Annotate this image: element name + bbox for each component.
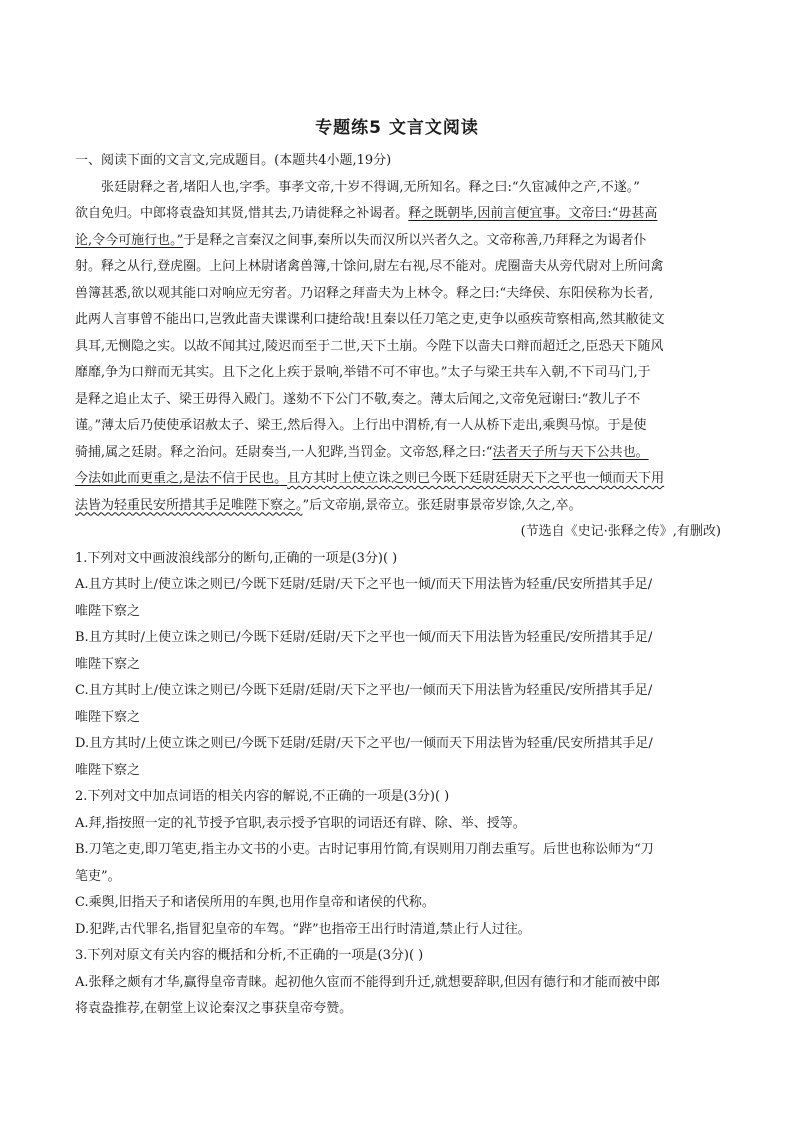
passage-text: ”后文帝崩,景帝立。张廷尉事景帝岁馀,久之,卒。 — [302, 497, 582, 513]
question-1 — [75, 546, 721, 785]
option-a-cont: 唯陛下察之 — [75, 603, 141, 619]
passage-line: 射。释之从行,登虎圈。上问上林尉诸禽兽簿,十馀问,尉左右视,尽不能对。虎圈啬夫从旁代尉对上所问禽 — [75, 259, 664, 274]
page-title: 专题练5 文言文阅读 — [315, 118, 479, 138]
passage-line: 谨。”薄太后乃使使承诏赦太子、梁王,然后得入。上行出中渭桥,有一人从桥下走出,乘舆马惊。于是使 — [75, 418, 647, 433]
passage-line: 具耳,无恻隐之实。以故不闻其过,陵迟而至于二世,天下土崩。今陛下以啬夫口辩而超迁之,臣恐天下随风 — [75, 338, 664, 354]
passage-line: 兽簿甚悉,欲以观其能口对响应无穷者。乃诏释之拜啬夫为上林令。释之曰:“夫绛侯、东阳侯称为长者, — [75, 285, 654, 301]
passage-text: 于是释之言秦汉之间事,秦所以失而汉所以兴者久之。文帝称善,乃拜释之为谒者仆 — [183, 232, 647, 248]
option-a: A.张释之颇有才华,赢得皇帝青睐。起初他久宦而不能得到升迁,就想要辞职,但因有德行和才能而被中郎 — [75, 974, 660, 990]
option-c-cont: 唯陛下察之 — [75, 709, 141, 725]
option-d: D.犯跸,古代罪名,指冒犯皇帝的车驾。“跸”也指帝王出行时清道,禁止行人过往。 — [75, 921, 531, 937]
option-b: B.刀笔之吏,即刀笔吏,指主办文书的小吏。古时记事用竹简,有误则用刀削去重写。后世也称讼师为“刀 — [75, 842, 654, 857]
passage-text: 欲自免归。中郎将袁盎知其贤,惜其去,乃请徙释之补谒者。 — [75, 206, 409, 221]
document-body — [75, 148, 721, 1023]
passage-line — [75, 175, 721, 202]
option-b-cont: 唯陛下察之 — [75, 656, 141, 672]
section-heading: 一、阅读下面的文言文,完成题目。(本题共4小题,19分) — [75, 153, 392, 168]
underlined-text: 今法如此而更重之,是法不信于民也。 — [75, 471, 288, 486]
passage-source: (节选自《史记·张释之传》,有删改) — [520, 524, 721, 539]
underlined-text: 释之既朝毕,因前言便宜事。文帝曰:“毋甚高 — [408, 206, 658, 221]
passage-line — [75, 228, 721, 255]
question-3 — [75, 943, 721, 1023]
question-2 — [75, 784, 721, 943]
question-stem: 2.下列对文中加点词语的相关内容的解说,不正确的一项是(3分)( ) — [75, 789, 450, 804]
option-c: C.乘舆,旧指天子和诸侯所用的车舆,也用作皇帝和诸侯的代称。 — [75, 895, 435, 910]
passage-text: 张廷尉释之者,堵阳人也,字季。事孝文帝,十岁不得调,无所知名。释之曰:“久宦减仲之产,不遂。” — [101, 179, 640, 195]
option-b-cont: 笔吏”。 — [75, 868, 121, 884]
question-stem: 3.下列对原文有关内容的概括和分析,不正确的一项是(3分)( ) — [75, 948, 424, 963]
option-b: B.且方其时/上使立诛之则已/今既下廷尉/廷尉/天下之平也一倾/而天下用法皆为轻重民/安所措其手足/ — [75, 630, 653, 645]
passage-line — [75, 493, 721, 520]
wavy-underlined-text: 法皆为轻重民安所措其手足唯陛下察之。 — [75, 497, 303, 513]
option-d: D.且方其时/上使立诛之则已/今既下廷尉/廷尉/天下之平也/一倾而天下用法皆为轻重/民安所措其手足/ — [75, 736, 653, 751]
passage-line — [75, 466, 721, 493]
option-a: A.且方其时上/使立诛之则已/今既下廷尉/廷尉/天下之平也一倾/而天下用法皆为轻重/民安所措其手足/ — [75, 577, 653, 592]
option-a-cont: 将袁盎推荐,在朝堂上议论秦汉之事获皇帝夸赞。 — [75, 1001, 353, 1016]
question-stem: 1.下列对文中画波浪线部分的断句,正确的一项是(3分)( ) — [75, 550, 398, 566]
wavy-underlined-text: 且方其时上使立诛之则已今既下廷尉廷尉天下之平也一倾而天下用 — [287, 471, 665, 486]
option-c: C.且方其时上/使立诛之则已/今既下廷尉/廷尉/天下之平也/一倾而天下用法皆为轻重民/安所措其手足/ — [75, 683, 653, 698]
passage-line: 是释之追止太子、梁王毋得入殿门。遂劾不下公门不敬,奏之。薄太后闻之,文帝免冠谢曰:“教儿子不 — [75, 391, 641, 407]
underlined-text: 法者天子所与天下公共也。 — [492, 444, 649, 460]
option-a: A.拜,指按照一定的礼节授予官职,表示授予官职的词语还有辟、除、举、授等。 — [75, 815, 526, 831]
passage-line: 靡靡,争为口辩而无其实。且下之化上疾于景响,举错不可不审也。”太子与梁王共车入朝,不下司马门,于 — [75, 365, 651, 380]
option-d-cont: 唯陛下察之 — [75, 762, 141, 778]
passage-line — [75, 201, 721, 228]
passage-line: 此两人言事曾不能出口,岂敩此啬夫谍谍利口捷给哉!且秦以任刀笔之吏,吏争以亟疾苛察相高,然其敝徒文 — [75, 312, 665, 327]
classical-passage — [75, 175, 721, 546]
passage-line — [75, 440, 721, 467]
underlined-text: 论,令今可施行也。” — [75, 232, 184, 248]
passage-text: 骑捕,属之廷尉。释之治问。廷尉奏当,一人犯跸,当罚金。文帝怒,释之曰:“ — [75, 444, 493, 460]
